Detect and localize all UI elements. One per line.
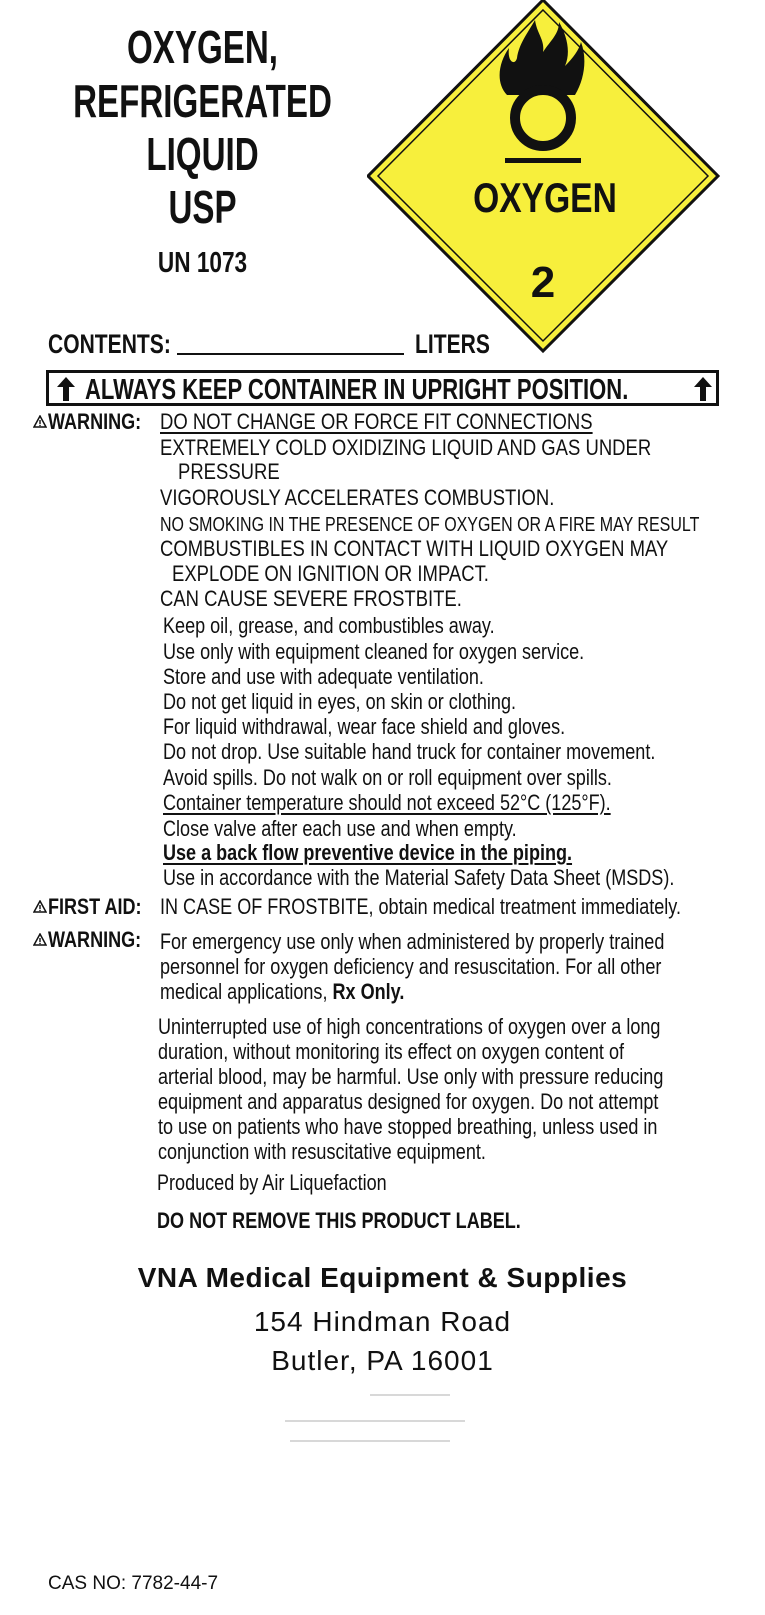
company-name: VNA Medical Equipment & Supplies bbox=[137, 1262, 628, 1293]
warning-line: Avoid spills. Do not walk on or roll equipment over spills. bbox=[163, 765, 612, 790]
warning2-line: personnel for oxygen deficiency and resuscitation. For all other bbox=[160, 954, 662, 979]
warning-line: VIGOROUSLY ACCELERATES COMBUSTION. bbox=[160, 485, 555, 510]
cas-number: CAS NO: 7782-44-7 bbox=[48, 1573, 219, 1594]
first-aid-text: IN CASE OF FROSTBITE, obtain medical treatment immediately. bbox=[160, 894, 681, 919]
oxygen-paragraph-line: to use on patients who have stopped breathing, unless used in bbox=[158, 1114, 658, 1139]
warning-line: Container temperature should not exceed 52°C (125°F). bbox=[163, 790, 611, 815]
warning-line: EXTREMELY COLD OXIDIZING LIQUID AND GAS UNDER bbox=[160, 435, 652, 460]
upright-banner bbox=[46, 370, 719, 406]
product-title-line-2: REFRIGERATED bbox=[73, 75, 332, 127]
placard-class-number: 2 bbox=[530, 258, 556, 307]
warning-line: Store and use with adequate ventilation. bbox=[163, 664, 484, 689]
warning-line: For liquid withdrawal, wear face shield and gloves. bbox=[163, 714, 566, 739]
oxygen-paragraph-line: conjunction with resuscitative equipment. bbox=[158, 1139, 486, 1164]
warning-line: CAN CAUSE SEVERE FROSTBITE. bbox=[160, 586, 462, 611]
warning-line: PRESSURE bbox=[178, 459, 280, 484]
un-number: UN 1073 bbox=[157, 247, 248, 279]
hazard-placard bbox=[367, 0, 739, 360]
oxygen-paragraph-line: equipment and apparatus designed for oxygen. Do not attempt bbox=[158, 1089, 659, 1114]
scan-smudge bbox=[285, 1420, 465, 1422]
product-title-line-1: OXYGEN, bbox=[127, 21, 278, 73]
contents-label: CONTENTS: bbox=[48, 329, 171, 359]
product-title-line-4: USP bbox=[168, 181, 237, 233]
upright-banner-text: ALWAYS KEEP CONTAINER IN UPRIGHT POSITION. bbox=[85, 374, 629, 406]
rx-only: Rx Only. bbox=[332, 979, 405, 1004]
oxygen-paragraph-line: duration, without monitoring its effect on oxygen content of bbox=[158, 1039, 624, 1064]
placard-label: OXYGEN bbox=[473, 175, 617, 222]
contents-fill-line bbox=[177, 353, 404, 355]
warning-line: Use a back flow preventive device in the piping. bbox=[163, 840, 573, 865]
warning2-line bbox=[160, 980, 404, 1004]
warning-line: EXPLODE ON IGNITION OR IMPACT. bbox=[172, 561, 489, 586]
warning-line: Do not get liquid in eyes, on skin or clothing. bbox=[163, 689, 516, 714]
warning2-line-text: medical applications, bbox=[160, 979, 328, 1004]
warning-line: Use only with equipment cleaned for oxygen service. bbox=[163, 639, 585, 664]
address-line-1: 154 Hindman Road bbox=[253, 1306, 512, 1337]
do-not-remove-notice: DO NOT REMOVE THIS PRODUCT LABEL. bbox=[157, 1208, 521, 1233]
warning-line: COMBUSTIBLES IN CONTACT WITH LIQUID OXYGEN MAY bbox=[160, 536, 669, 561]
warning-line: Do not drop. Use suitable hand truck for container movement. bbox=[163, 739, 656, 764]
first-aid-label: FIRST AID: bbox=[48, 894, 142, 919]
address-line-2: Butler, PA 16001 bbox=[271, 1345, 494, 1376]
product-title-line-3: LIQUID bbox=[146, 128, 259, 180]
warning-line: NO SMOKING IN THE PRESENCE OF OXYGEN OR A FIRE MAY RESULT bbox=[160, 514, 700, 536]
up-arrow-icon bbox=[694, 377, 712, 401]
warning-line: Close valve after each use and when empty. bbox=[163, 816, 517, 841]
up-arrow-icon bbox=[57, 377, 75, 401]
scan-smudge bbox=[370, 1394, 450, 1396]
oxygen-paragraph-line: arterial blood, may be harmful. Use only with pressure reducing bbox=[158, 1064, 664, 1089]
warning-triangle-icon bbox=[33, 900, 47, 913]
warning-triangle-icon bbox=[33, 415, 47, 428]
warning-line: Keep oil, grease, and combustibles away. bbox=[163, 613, 495, 638]
warning-line: Use in accordance with the Material Safety Data Sheet (MSDS). bbox=[163, 865, 675, 890]
produced-by: Produced by Air Liquefaction bbox=[157, 1170, 387, 1195]
oxygen-paragraph-line: Uninterrupted use of high concentrations of oxygen over a long bbox=[158, 1014, 661, 1039]
contents-unit: LITERS bbox=[415, 329, 490, 359]
warning-line: DO NOT CHANGE OR FORCE FIT CONNECTIONS bbox=[160, 409, 593, 434]
scan-smudge bbox=[290, 1440, 450, 1442]
warning-label: WARNING: bbox=[48, 927, 142, 952]
warning-label: WARNING: bbox=[48, 409, 142, 434]
warning-triangle-icon bbox=[33, 933, 47, 946]
warning2-line: For emergency use only when administered by properly trained bbox=[160, 929, 665, 954]
